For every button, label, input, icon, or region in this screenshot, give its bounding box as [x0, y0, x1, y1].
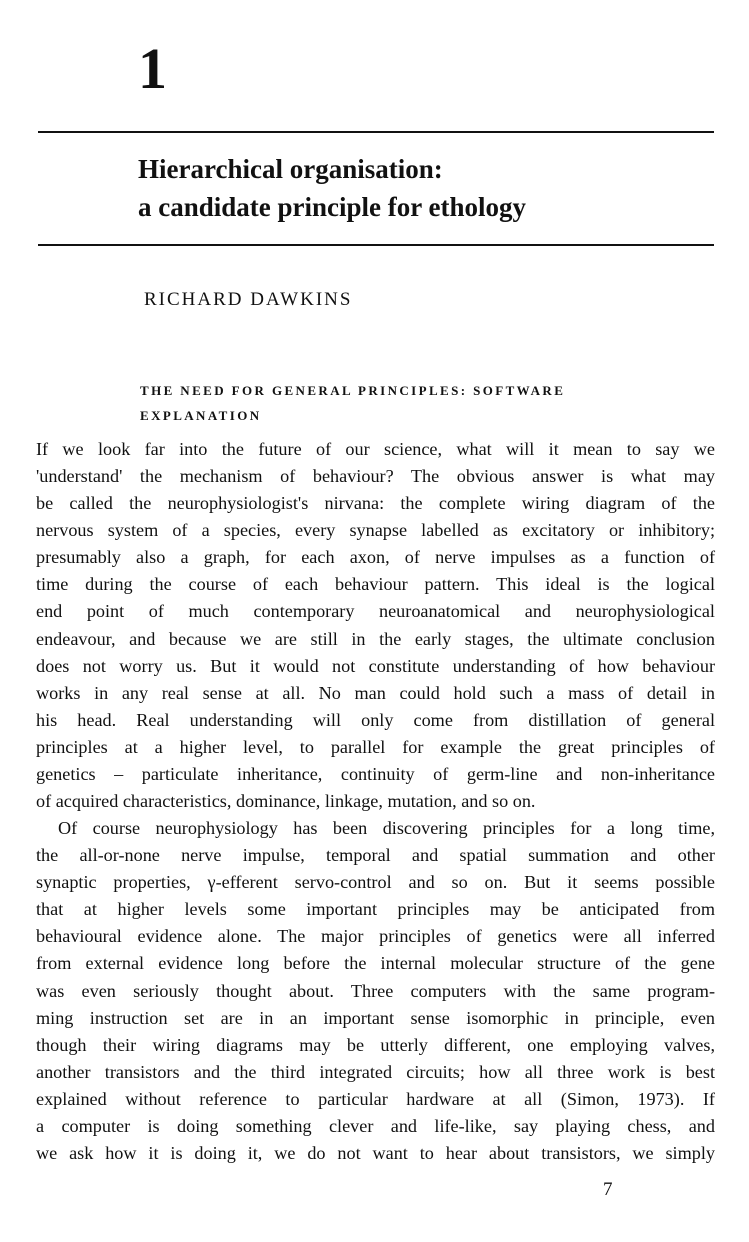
text-line: end point of much contemporary neuroanatomical and neurophysiological [36, 601, 715, 622]
section-heading-line: THE NEED FOR GENERAL PRINCIPLES: SOFTWARE [140, 383, 566, 398]
text-line: be called the neurophysiologist's nirvana: the complete wiring diagram of the [36, 493, 715, 514]
top-rule [38, 131, 714, 133]
chapter-title [138, 150, 698, 226]
text-line: synaptic properties, γ-efferent servo-control and so on. But it seems possible [36, 872, 715, 893]
section-heading-line: EXPLANATION [140, 408, 262, 423]
text-line: from external evidence long before the internal molecular structure of the gene [36, 953, 715, 974]
text-line: Of course neurophysiology has been discovering principles for a long time, [58, 818, 715, 839]
text-line: behavioural evidence alone. The major principles of genetics were all inferred [36, 926, 715, 947]
page-number: 7 [603, 1179, 613, 1200]
text-line: we ask how it is doing it, we do not want to hear about transistors, we simply [36, 1143, 715, 1164]
chapter-title-line: Hierarchical organisation: [138, 154, 443, 184]
section-heading [140, 378, 700, 428]
author-name: RICHARD DAWKINS [144, 289, 353, 310]
chapter-number: 1 [138, 36, 167, 101]
text-line: does not worry us. But it would not constitute understanding of how behaviour [36, 655, 715, 676]
text-line: though their wiring diagrams may be utterly different, one employing valves, [36, 1034, 715, 1055]
text-line: principles at a higher level, to parallel for example the great principles of [36, 736, 715, 757]
text-line: ming instruction set are in an important sense isomorphic in principle, even [36, 1007, 715, 1028]
text-line: a computer is doing something clever and life-like, say playing chess, and [36, 1115, 715, 1136]
body-text [36, 436, 715, 1167]
text-line: genetics – particulate inheritance, continuity of germ-line and non-inheritance [36, 763, 715, 784]
text-line: his head. Real understanding will only come from distillation of general [36, 709, 715, 730]
chapter-title-line: a candidate principle for ethology [138, 192, 526, 222]
text-line: time during the course of each behaviour pattern. This ideal is the logical [36, 574, 715, 595]
text-line: presumably also a graph, for each axon, of nerve impulses as a function of [36, 547, 715, 568]
text-line: the all-or-none nerve impulse, temporal and spatial summation and other [36, 845, 715, 866]
text-line: If we look far into the future of our science, what will it mean to say we [36, 439, 715, 459]
text-line: another transistors and the third integrated circuits; how all three work is best [36, 1061, 715, 1082]
bottom-rule [38, 244, 714, 246]
text-line: nervous system of a species, every synapse labelled as excitatory or inhibitory; [36, 520, 715, 541]
text-line: endeavour, and because we are still in the early stages, the ultimate conclusion [36, 628, 715, 649]
text-line: 'understand' the mechanism of behaviour? The obvious answer is what may [36, 466, 715, 487]
text-line: was even seriously thought about. Three computers with the same program- [36, 980, 715, 1001]
text-line: works in any real sense at all. No man could hold such a mass of detail in [36, 682, 715, 703]
text-line: of acquired characteristics, dominance, linkage, mutation, and so on. [36, 791, 536, 812]
text-line: that at higher levels some important principles may be anticipated from [36, 899, 715, 920]
text-line: explained without reference to particular hardware at all (Simon, 1973). If [36, 1088, 715, 1109]
